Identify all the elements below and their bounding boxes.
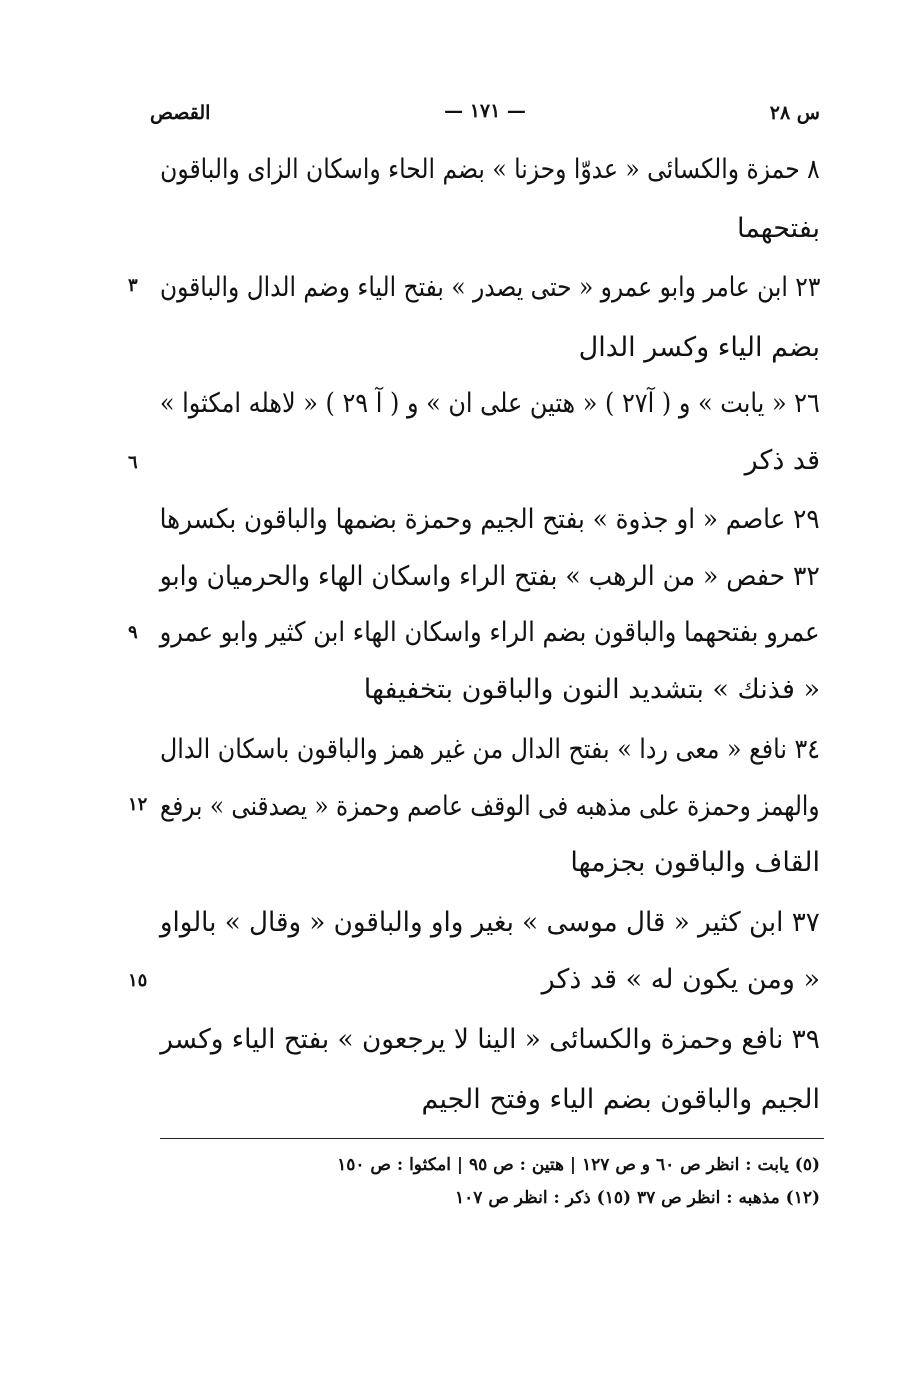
text-line: والهمز وحمزة على مذهبه فى الوقف عاصم وحمزة « يصدقنى » برفع — [160, 791, 820, 822]
page-header — [150, 100, 820, 134]
text-line: ٨ حمزة والكسائى « عدوّا وحزنا » بضم الحاء واسكان الزاى والباقون — [160, 154, 820, 185]
header-section-number: س ٢٨ — [769, 102, 820, 124]
margin-line-number: ٣ — [128, 275, 138, 296]
text-line: ٢٦ « يابت » و ( آ٢٧ ) « هتين على ان » و ( آ ٢٩ ) « لاهله امكثوا » — [160, 388, 820, 419]
text-line: القاف والباقون بجزمها — [570, 847, 820, 878]
margin-line-number: ١٢ — [128, 794, 148, 815]
footnote-line: (٥) يابت : انظر ص ٦٠ و ص ١٢٧ | هتين : ص ٩٥ | امكثوا : ص ١٥٠ — [337, 1155, 820, 1175]
margin-line-number: ٦ — [128, 452, 138, 473]
margin-line-number: ١٥ — [128, 970, 148, 991]
footnote-line: (١٢) مذهبه : انظر ص ٣٧ (١٥) ذكر : انظر ص ١٠٧ — [455, 1188, 820, 1208]
text-line: الجيم والباقون بضم الياء وفتح الجيم — [421, 1084, 820, 1115]
footnote-divider — [160, 1138, 824, 1139]
text-line: ٣٤ نافع « معى ردا » بفتح الدال من غير همز والباقون باسكان الدال — [159, 734, 820, 765]
text-line: قد ذكر — [744, 445, 820, 476]
text-line: ٣٢ حفص « من الرهب » بفتح الراء واسكان الهاء والحرميان وابو — [159, 561, 820, 592]
text-line: بفتحهما — [736, 213, 820, 244]
margin-line-number: ٩ — [128, 622, 138, 643]
text-line: ٣٧ ابن كثير « قال موسى » بغير واو والباقون « وقال » بالواو — [160, 907, 820, 938]
text-line: بضم الياء وكسر الدال — [578, 332, 820, 363]
text-line: « ومن يكون له » قد ذكر — [541, 964, 820, 995]
text-line: ٢٩ عاصم « او جذوة » بفتح الجيم وحمزة بضمها والباقون بكسرها — [160, 504, 820, 535]
text-line: ٢٣ ابن عامر وابو عمرو « حتى يصدر » بفتح الياء وضم الدال والباقون — [159, 272, 820, 303]
text-line: ٣٩ نافع وحمزة والكسائى « الينا لا يرجعون » بفتح الياء وكسر — [160, 1024, 820, 1055]
text-line: « فذنك » بتشديد النون والباقون بتخفيفها — [363, 674, 820, 705]
header-surah-name: القصص — [150, 102, 211, 124]
page-number: — ١٧١ — — [444, 100, 526, 122]
text-line: عمرو بفتحهما والباقون بضم الراء واسكان الهاء ابن كثير وابو عمرو — [160, 617, 820, 648]
